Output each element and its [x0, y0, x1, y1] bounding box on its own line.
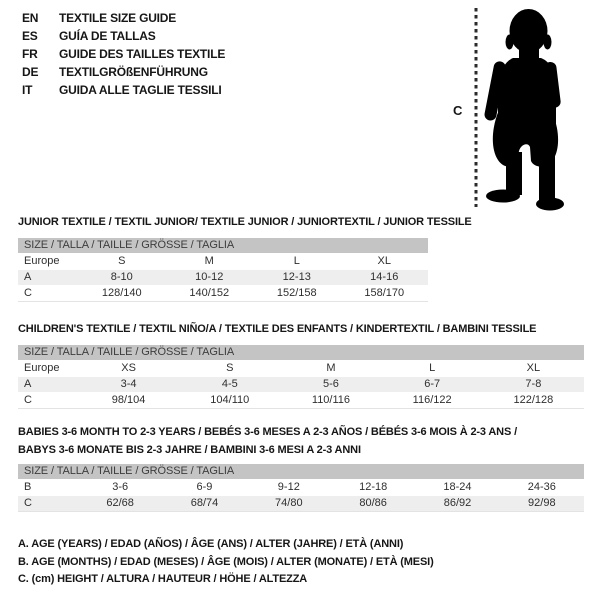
- footnote-a: A. AGE (YEARS) / EDAD (AÑOS) / ÂGE (ANS) / ALTER (JAHRE) / ETÀ (ANNI): [18, 538, 404, 550]
- size-header-bar: SIZE / TALLA / TAILLE / GRÖSSE / TAGLIA: [18, 464, 584, 479]
- language-row: [22, 63, 225, 81]
- size-cell: 98/104: [78, 392, 179, 408]
- row-label-cell: C: [18, 392, 78, 408]
- size-cell: 24-36: [500, 479, 584, 495]
- size-cell: 8-10: [78, 269, 166, 285]
- table-row: [18, 392, 584, 408]
- size-cell: 5-6: [280, 376, 381, 392]
- size-cell: XL: [483, 360, 584, 376]
- size-cell: 116/122: [382, 392, 483, 408]
- footnote-b: B. AGE (MONTHS) / EDAD (MESES) / ÂGE (MOIS) / ALTER (MONATE) / ETÀ (MESI): [18, 555, 434, 568]
- row-label-cell: B: [18, 479, 78, 495]
- size-cell: 12-18: [331, 479, 415, 495]
- language-code: DE: [22, 65, 39, 79]
- size-cell: L: [253, 253, 341, 269]
- toddler-silhouette-icon: [483, 2, 567, 212]
- footnote-c: C. (cm) HEIGHT / ALTURA / HAUTEUR / HÖHE / ALTEZZA: [18, 573, 308, 585]
- table-row: [18, 479, 584, 495]
- footnote-legend: [18, 536, 434, 589]
- language-title: TEXTILE SIZE GUIDE: [59, 11, 177, 25]
- language-title: TEXTILGRÖßENFÜHRUNG: [59, 65, 208, 79]
- size-cell: 68/74: [162, 495, 246, 511]
- size-cell: 74/80: [247, 495, 331, 511]
- table-row: [18, 376, 584, 392]
- table-row: [18, 360, 584, 376]
- size-cell: 3-4: [78, 376, 179, 392]
- language-row: [22, 9, 225, 27]
- language-title: GUIDA ALLE TAGLIE TESSILI: [59, 83, 222, 97]
- language-title: GUÍA DE TALLAS: [59, 29, 156, 43]
- row-label-cell: Europe: [18, 360, 78, 376]
- language-code: EN: [22, 11, 39, 25]
- size-cell: 80/86: [331, 495, 415, 511]
- size-cell: S: [179, 360, 280, 376]
- size-cell: 6-7: [382, 376, 483, 392]
- size-cell: 3-6: [78, 479, 162, 495]
- babies-title-line-2: BABYS 3-6 MONATE BIS 2-3 JAHRE / BAMBINI 3-6 MESI A 2-3 ANNI: [18, 443, 361, 456]
- language-title-list: [22, 9, 225, 99]
- size-cell: 18-24: [415, 479, 499, 495]
- size-cell: 12-13: [253, 269, 341, 285]
- size-cell: XL: [341, 253, 429, 269]
- childrens-size-table: [18, 345, 584, 409]
- size-cell: 4-5: [179, 376, 280, 392]
- row-label-cell: A: [18, 269, 78, 285]
- row-label-cell: A: [18, 376, 78, 392]
- language-code: FR: [22, 47, 38, 61]
- size-cell: 7-8: [483, 376, 584, 392]
- size-cell: 128/140: [78, 285, 166, 301]
- size-cell: 10-12: [166, 269, 254, 285]
- childrens-textile-title: CHILDREN'S TEXTILE / TEXTIL NIÑO/A / TEXTILE DES ENFANTS / KINDERTEXTIL / BAMBINI TESSILE: [18, 323, 537, 335]
- height-dashed-line: [473, 5, 479, 209]
- table-row: [18, 269, 428, 285]
- language-row: [22, 45, 225, 63]
- size-header-bar: SIZE / TALLA / TAILLE / GRÖSSE / TAGLIA: [18, 238, 428, 253]
- junior-size-table: [18, 238, 428, 302]
- height-measure-label: C: [453, 103, 463, 118]
- size-cell: 122/128: [483, 392, 584, 408]
- size-cell: M: [166, 253, 254, 269]
- junior-textile-title: JUNIOR TEXTILE / TEXTIL JUNIOR/ TEXTILE JUNIOR / JUNIORTEXTIL / JUNIOR TESSILE: [18, 216, 472, 228]
- size-cell: 14-16: [341, 269, 429, 285]
- table-row: [18, 495, 584, 511]
- language-code: ES: [22, 29, 38, 43]
- toddler-figure: [448, 0, 600, 215]
- size-cell: 62/68: [78, 495, 162, 511]
- babies-title-line-1: BABIES 3-6 MONTH TO 2-3 YEARS / BEBÉS 3-6 MESES A 2-3 AÑOS / BÉBÉS 3-6 MOIS À 2-3 ANS /: [18, 426, 517, 438]
- size-cell: 6-9: [162, 479, 246, 495]
- language-row: [22, 27, 225, 45]
- size-cell: 9-12: [247, 479, 331, 495]
- row-label-cell: C: [18, 285, 78, 301]
- language-row: [22, 81, 225, 99]
- table-row: [18, 253, 428, 269]
- size-cell: 110/116: [280, 392, 381, 408]
- size-cell: S: [78, 253, 166, 269]
- language-title: GUIDE DES TAILLES TEXTILE: [59, 47, 226, 61]
- size-cell: M: [280, 360, 381, 376]
- size-cell: 158/170: [341, 285, 429, 301]
- row-label-cell: C: [18, 495, 78, 511]
- size-cell: 140/152: [166, 285, 254, 301]
- size-cell: L: [382, 360, 483, 376]
- size-header-bar: SIZE / TALLA / TAILLE / GRÖSSE / TAGLIA: [18, 345, 584, 360]
- size-cell: 152/158: [253, 285, 341, 301]
- size-cell: 92/98: [500, 495, 584, 511]
- row-label-cell: Europe: [18, 253, 78, 269]
- language-code: IT: [22, 83, 33, 97]
- babies-size-table: [18, 464, 584, 512]
- size-cell: 104/110: [179, 392, 280, 408]
- table-row: [18, 285, 428, 301]
- size-cell: 86/92: [415, 495, 499, 511]
- babies-textile-title: [18, 424, 593, 459]
- size-cell: XS: [78, 360, 179, 376]
